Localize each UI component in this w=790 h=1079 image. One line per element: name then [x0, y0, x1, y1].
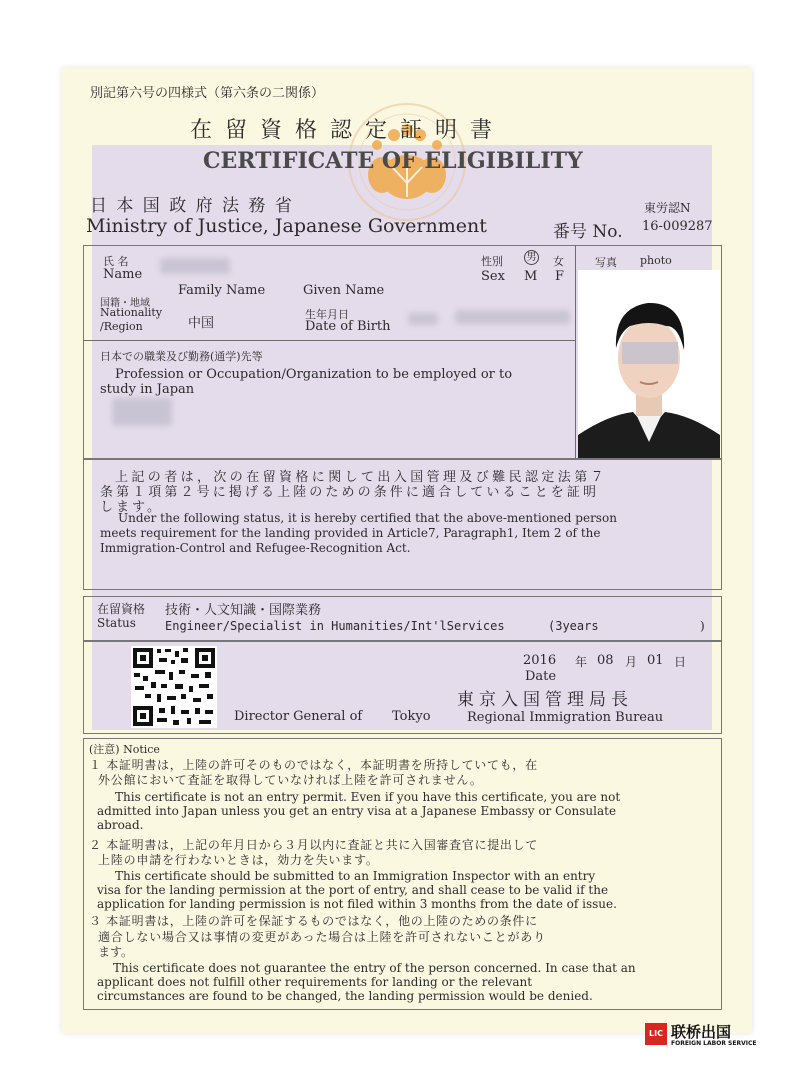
notice-3-jp-line3: ます。: [98, 945, 134, 959]
nationality-label-en1: Nationality: [100, 306, 163, 319]
sex-female-jp: 女: [553, 255, 564, 268]
sex-m: M: [524, 269, 538, 284]
nationality-value: 中国: [188, 316, 215, 331]
notice-1-en-line3: abroad.: [97, 818, 144, 832]
nationality-label-jp: 国籍・地域: [100, 298, 150, 309]
certification-en-line2: meets requirement for the landing provided in Article7, Paragraph1, Item 2 of the: [100, 526, 601, 540]
bureau-en: Regional Immigration Bureau: [467, 710, 664, 725]
notice-1-jp-line1: １ 本証明書は，上陸の許可そのものではなく，本証明書を所持していても，在: [89, 758, 538, 772]
photo-label-jp: 写真: [595, 256, 617, 269]
certification-en-line1: Under the following status, it is hereby certified that the above-mentioned person: [118, 511, 617, 525]
redacted-dob: [455, 310, 570, 324]
redacted-name: [160, 258, 230, 274]
title-japanese: 在 留 資 格 認 定 証 明 書: [190, 118, 495, 143]
certificate-number: 16-009287: [642, 219, 713, 234]
sex-f: F: [555, 269, 565, 284]
issue-year: 2016: [523, 653, 557, 668]
redacted-dob-part: [408, 313, 438, 325]
issue-day: 01: [647, 653, 664, 668]
notice-3-jp-line2: 適合しない場合又は事情の変更があった場合は上陸を許可されないことがあり: [98, 930, 546, 944]
lic-logo-mark: LIC: [645, 1023, 667, 1045]
issue-year-jp: 年: [575, 655, 588, 669]
given-name-label: Given Name: [303, 283, 385, 298]
redacted-organization: [112, 398, 172, 426]
qr-code-icon: [131, 646, 217, 728]
occupation-label-jp: 日本での職業及び勤務(通学)先等: [100, 350, 263, 363]
notice-1-jp-line2: 外公館において査証を取得していなければ上陸を許可されません。: [98, 773, 483, 787]
nationality-label-en2: /Region: [100, 320, 143, 333]
occupation-label-en2: study in Japan: [100, 382, 195, 397]
certification-jp-line2: 条第１項第２号に掲げる上陸のための条件に適合していることを証明: [100, 485, 600, 500]
notice-2-en-line2: visa for the landing permission at the port of entry, and shall cease to be valid if the: [97, 883, 609, 897]
bureau-jp: 東京入国管理局長: [457, 690, 633, 710]
dob-label-jp: 生年月日: [305, 308, 349, 321]
status-label-en: Status: [97, 616, 136, 630]
applicant-photo: [578, 270, 720, 458]
notice-2-jp-line2: 上陸の申請を行わないときは，効力を失います。: [98, 853, 379, 867]
notice-3-jp-line1: ３ 本証明書は，上陸の許可を保証するものではなく，他の上陸のための条件に: [89, 914, 538, 928]
notice-2-en-line3: application for landing permission is not filed within 3 months from the date of issue.: [97, 897, 617, 911]
issue-day-jp: 日: [674, 655, 687, 669]
title-english: CERTIFICATE OF ELIGIBILITY: [203, 148, 583, 174]
lic-logo-tagline: FOREIGN LABOR SERVICE: [671, 1040, 757, 1047]
sex-label-jp: 性別: [481, 255, 503, 268]
number-label: 番号 No.: [553, 222, 623, 242]
notice-3-en-line1: This certificate does not guarantee the entry of the person concerned. In case that an: [113, 961, 636, 975]
office-code: 東労認N: [644, 201, 691, 215]
sex-label-en: Sex: [481, 269, 505, 284]
occupation-section-border: [83, 340, 575, 341]
certification-en-line3: Immigration-Control and Refugee-Recognition Act.: [100, 541, 411, 555]
status-duration: (3years: [548, 619, 599, 633]
notice-2-jp-line1: ２ 本証明書は，上記の年月日から３月以内に査証と共に入国審査官に提出して: [89, 838, 539, 852]
notice-2-en-line1: This certificate should be submitted to an Immigration Inspector with an entry: [115, 869, 596, 883]
notice-3-en-line3: circumstances are found to be changed, the landing permission would be denied.: [97, 989, 593, 1003]
ministry-english: Ministry of Justice, Japanese Government: [86, 215, 487, 237]
status-value-en: Engineer/Specialist in Humanities/Int'lServices: [165, 619, 505, 633]
issue-date-label: Date: [525, 669, 557, 684]
issue-month: 08: [597, 653, 614, 668]
issue-month-jp: 月: [625, 655, 638, 669]
dob-label-en: Date of Birth: [305, 319, 391, 334]
name-label-en: Name: [103, 267, 143, 282]
occupation-label-en1: Profession or Occupation/Organization to be employed or to: [115, 367, 513, 382]
notice-1-en-line1: This certificate is not an entry permit. Even if you have this certificate, you are not: [115, 790, 621, 804]
notice-heading: (注意) Notice: [89, 743, 160, 756]
family-name-label: Family Name: [178, 283, 266, 298]
lic-logo-name: 联桥出国: [671, 1023, 732, 1041]
certification-jp-line3: します。: [100, 500, 163, 515]
photo-label-en: photo: [640, 254, 672, 267]
ministry-japanese: 日 本 国 政 府 法 務 省: [90, 196, 294, 216]
form-label: 別記第六号の四様式（第六条の二関係）: [90, 86, 325, 101]
notice-3-en-line2: applicant does not fulfill other requirements for landing or the relevant: [97, 975, 533, 989]
status-label-jp: 在留資格: [97, 602, 146, 616]
status-value-jp: 技術・人文知識・国際業務: [165, 603, 322, 618]
director-general-label: Director General of: [234, 709, 363, 724]
sex-male-circled: 男: [524, 250, 539, 265]
status-close-paren: ): [700, 619, 705, 633]
issue-city: Tokyo: [392, 709, 431, 724]
notice-1-en-line2: admitted into Japan unless you get an entry visa at a Japanese Embassy or Consulate: [97, 804, 617, 818]
certification-jp-line1: 上記の者は，次の在留資格に関して出入国管理及び難民認定法第７: [115, 470, 608, 485]
name-label-jp: 氏 名: [103, 255, 129, 268]
